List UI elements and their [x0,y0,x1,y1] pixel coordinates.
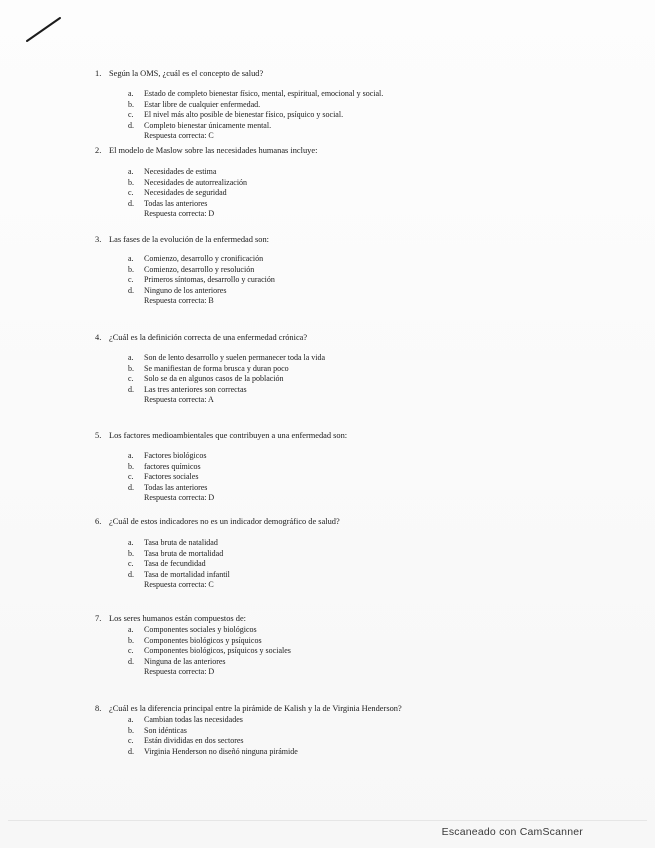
option-d: d. Ninguna de las anteriores [128,656,226,666]
question-number: 1. [95,69,102,78]
option-a: a. Son de lento desarrollo y suelen permanecer toda la vida [128,353,326,362]
option-d: d. Las tres anteriores son correctas [128,384,247,394]
option-d: d. Virginia Henderson no diseñó ninguna pirámide [128,746,298,756]
question-number: 6. [95,517,102,526]
option-a: a. Cambian todas las necesidades [128,715,243,724]
option-a: a. Necesidades de estima [128,167,217,176]
option-a: a. Comienzo, desarrollo y cronificación [128,254,264,263]
question-number: 7. [95,614,102,623]
question-4-options [128,353,325,406]
question-2-options [128,167,247,220]
option-a: a. Tasa bruta de natalidad [128,538,218,547]
option-d: d. Completo bienestar únicamente mental. [128,120,272,130]
question-2 [95,145,317,156]
question-4 [95,332,307,343]
scan-edge-divider [8,820,647,821]
question-text: Los seres humanos están compuestos de: [109,614,246,623]
question-text: ¿Cuál es la diferencia principal entre la pirámide de Kalish y la de Virginia Henderson? [109,704,402,713]
question-6-options [128,538,230,591]
question-3-options [128,254,275,307]
scanner-watermark: Escaneado con CamScanner [441,826,583,838]
option-c: c. Primeros síntomas, desarrollo y curación [128,275,275,285]
correct-answer: Respuesta correcta: B [144,296,214,306]
question-text: Las fases de la evolución de la enfermedad son: [109,235,269,244]
question-text: ¿Cuál de estos indicadores no es un indicador demográfico de salud? [109,517,340,526]
option-b: b. Comienzo, desarrollo y resolución [128,264,255,274]
correct-answer: Respuesta correcta: C [144,580,214,590]
question-8-options [128,715,298,757]
question-6 [95,516,340,527]
question-5-options [128,451,214,504]
option-d: d. Todas las anteriores [128,482,208,492]
correct-answer: Respuesta correcta: C [144,131,214,141]
option-d: d. Todas las anteriores [128,198,208,208]
question-1 [95,68,263,79]
question-text: ¿Cuál es la definición correcta de una enfermedad crónica? [109,333,308,342]
option-a: a. Componentes sociales y biológicos [128,625,257,634]
question-1-options [128,89,383,142]
option-c: c. Necesidades de seguridad [128,188,227,198]
option-b: b. factores químicos [128,461,201,471]
correct-answer: Respuesta correcta: A [144,395,214,405]
correct-answer: Respuesta correcta: D [144,209,215,219]
question-7-options [128,625,291,678]
option-c: c. Componentes biológicos, psíquicos y sociales [128,646,291,656]
question-7 [95,613,246,624]
option-c: c. Solo se da en algunos casos de la población [128,374,284,384]
option-b: b. Estar libre de cualquier enfermedad. [128,99,261,109]
question-number: 2. [95,146,102,155]
option-c: c. El nivel más alto posible de bienestar físico, psíquico y social. [128,110,344,120]
option-b: b. Tasa bruta de mortalidad [128,548,224,558]
question-text: Según la OMS, ¿cuál es el concepto de salud? [109,69,264,78]
question-number: 5. [95,431,102,440]
option-b: b. Se manifiestan de forma brusca y duran poco [128,363,289,373]
correct-answer: Respuesta correcta: D [144,667,215,677]
question-number: 8. [95,704,102,713]
option-c: c. Tasa de fecundidad [128,559,206,569]
option-b: b. Necesidades de autorrealización [128,177,248,187]
pen-stroke-mark [24,14,64,44]
option-c: c. Están divididas en dos sectores [128,736,244,746]
question-8 [95,703,402,714]
option-c: c. Factores sociales [128,472,199,482]
question-number: 4. [95,333,102,342]
correct-answer: Respuesta correcta: D [144,493,215,503]
question-text: Los factores medioambientales que contribuyen a una enfermedad son: [109,431,348,440]
option-b: b. Componentes biológicos y psíquicos [128,635,262,645]
option-b: b. Son idénticas [128,725,187,735]
option-a: a. Estado de completo bienestar físico, mental, espiritual, emocional y social. [128,89,384,98]
option-a: a. Factores biológicos [128,451,207,460]
question-text: El modelo de Maslow sobre las necesidades humanas incluye: [109,146,318,155]
question-3 [95,234,269,245]
question-number: 3. [95,235,102,244]
question-5 [95,430,347,441]
option-d: d. Ninguno de los anteriores [128,285,227,295]
option-d: d. Tasa de mortalidad infantil [128,569,230,579]
